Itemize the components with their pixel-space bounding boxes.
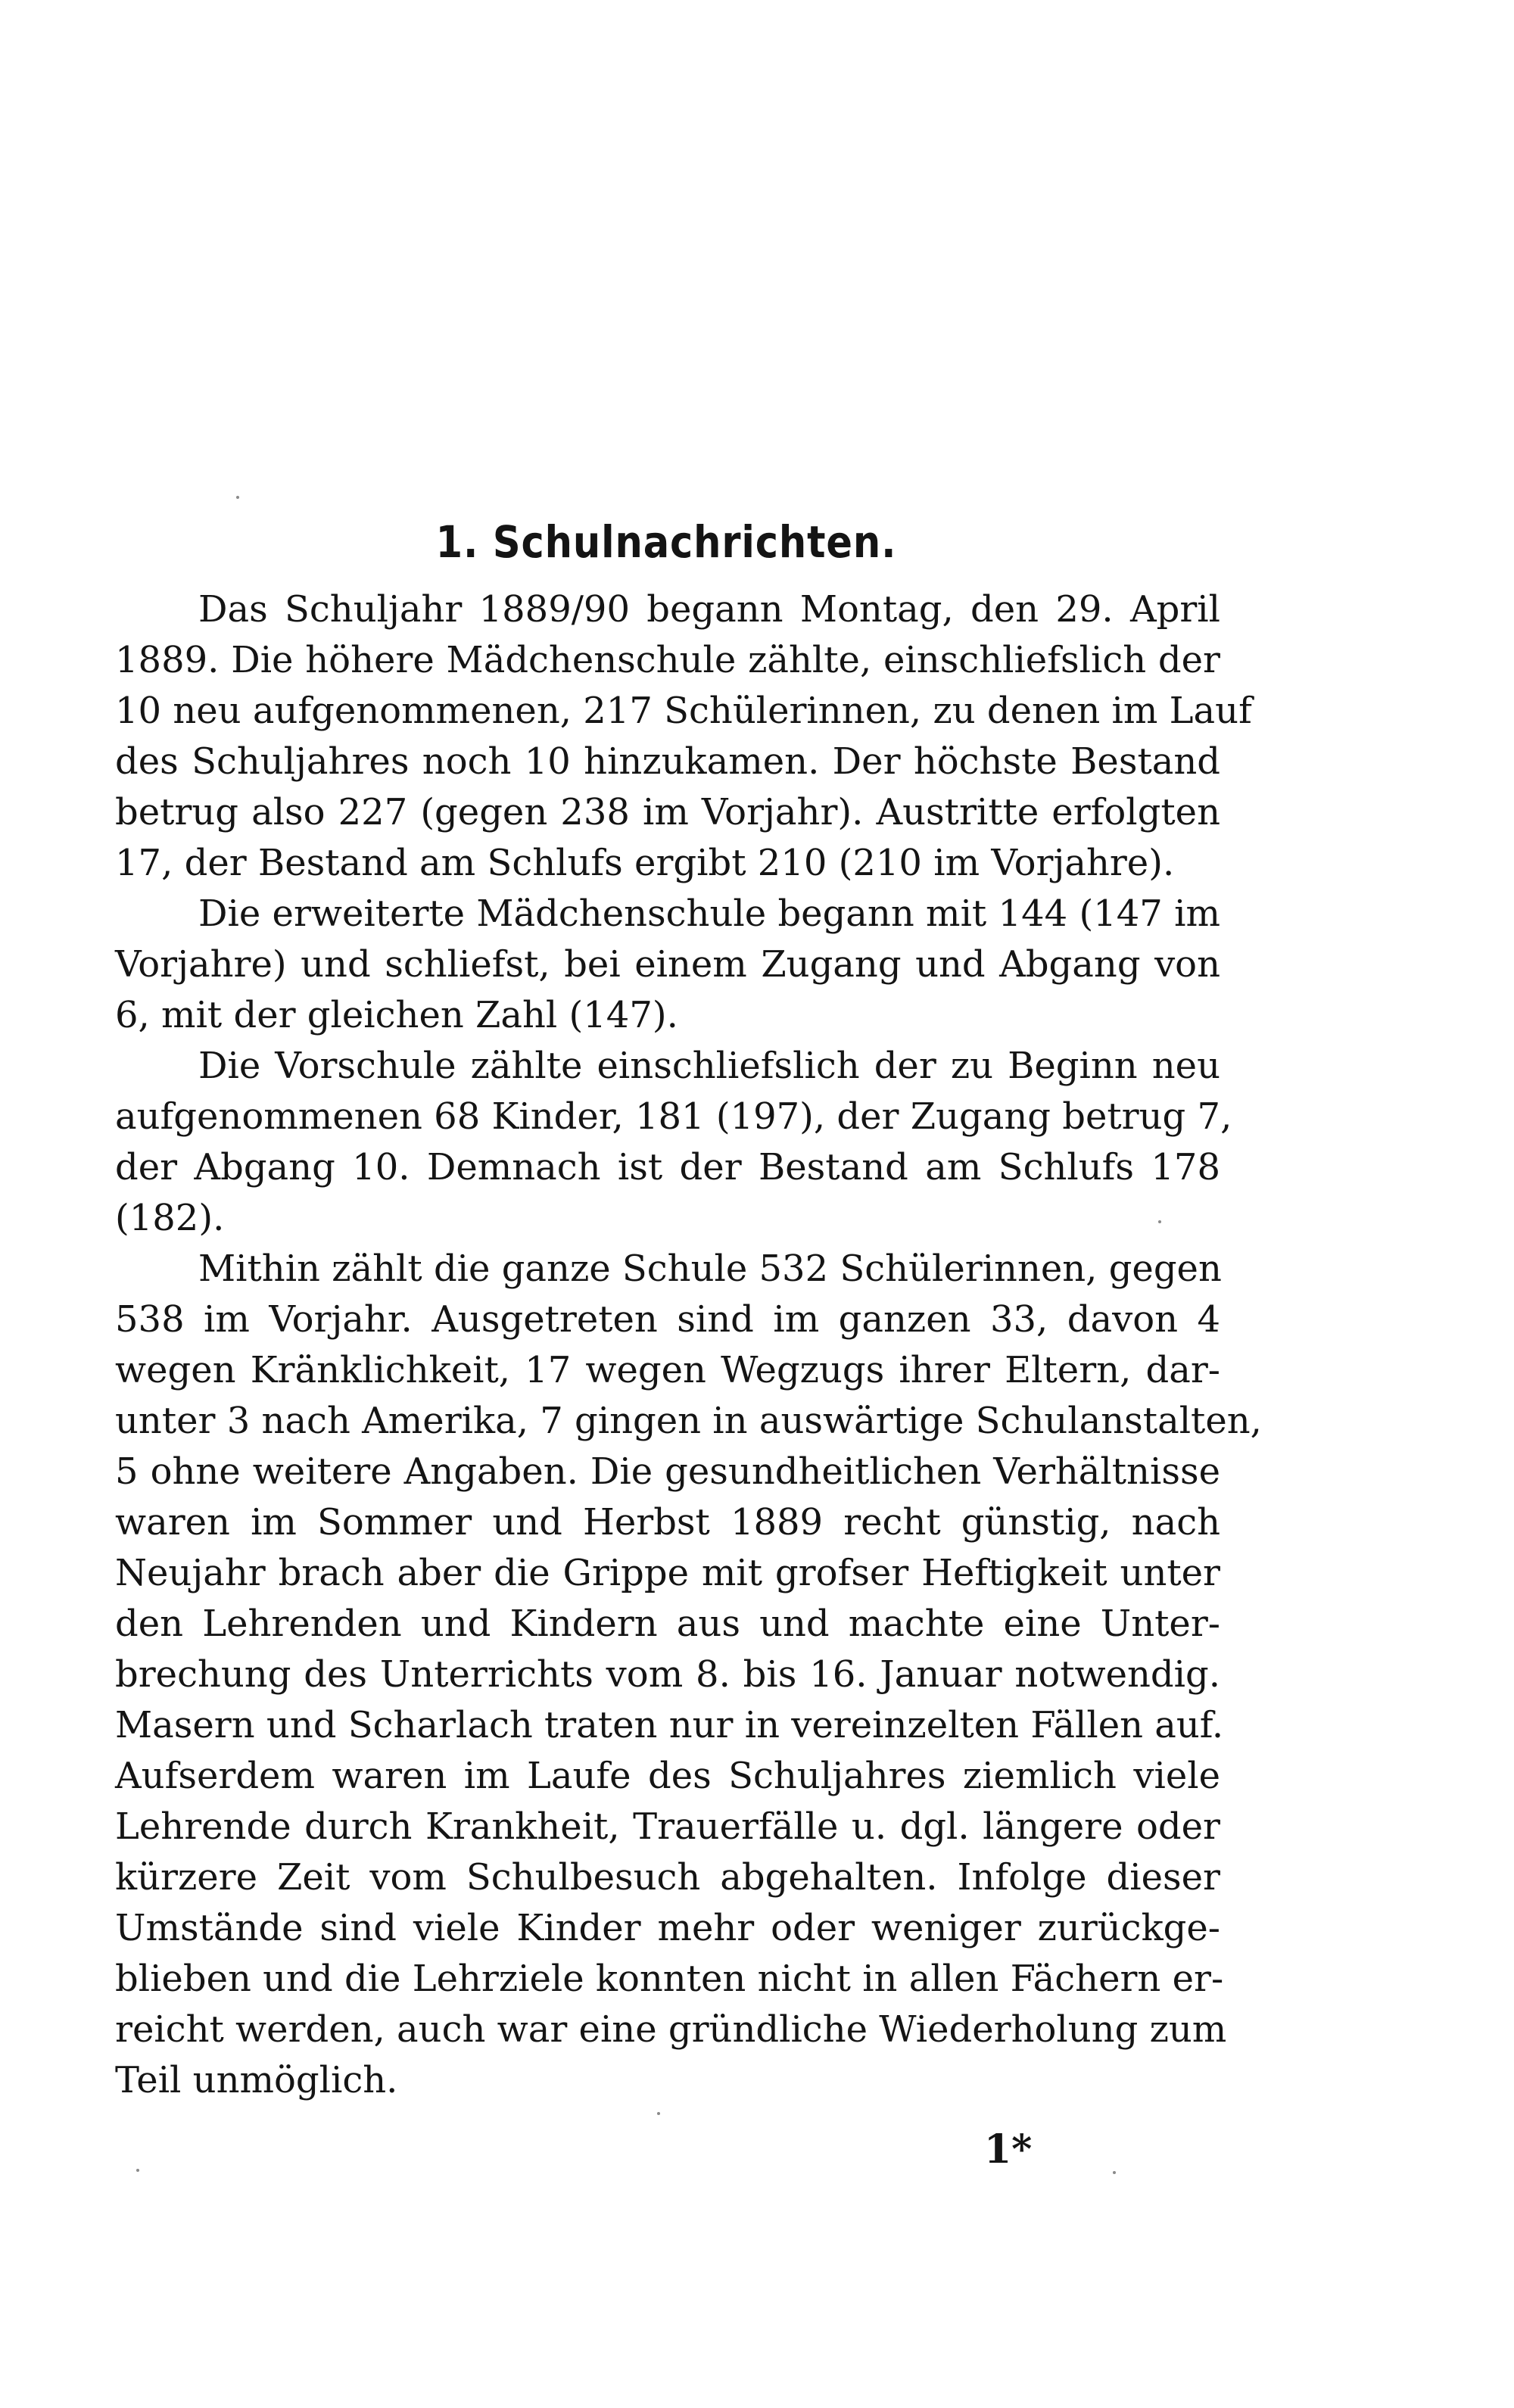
text-line: waren im Sommer und Herbst 1889 recht günstig, nach bbox=[115, 1501, 1220, 1544]
scan-speck bbox=[657, 2112, 660, 2115]
text-line: 1889. Die höhere Mädchenschule zählte, einschliefslich der bbox=[115, 639, 1220, 681]
text-line: Neujahr brach aber die Grippe mit grofser Heftigkeit unter bbox=[115, 1552, 1220, 1594]
text-line: brechung des Unterrichts vom 8. bis 16. Januar notwendig. bbox=[115, 1653, 1220, 1696]
text-line: kürzere Zeit vom Schulbesuch abgehalten. Infolge dieser bbox=[115, 1856, 1220, 1899]
text-line: den Lehrenden und Kindern aus und machte eine Unter- bbox=[115, 1603, 1220, 1645]
text-line: Umstände sind viele Kinder mehr oder weniger zurückge- bbox=[115, 1907, 1220, 1949]
text-line: wegen Kränklichkeit, 17 wegen Wegzugs ihrer Eltern, dar- bbox=[115, 1349, 1220, 1391]
text-line: Mithin zählt die ganze Schule 532 Schülerinnen, gegen bbox=[198, 1248, 1222, 1290]
text-line: Teil unmöglich. bbox=[115, 2059, 398, 2101]
text-line: unter 3 nach Amerika, 7 gingen in auswärtige Schulanstalten, bbox=[115, 1400, 1262, 1442]
paragraph bbox=[115, 889, 1220, 1041]
paragraph bbox=[115, 1041, 1232, 1244]
text-line: Die erweiterte Mädchenschule begann mit 144 (147 im bbox=[198, 892, 1220, 935]
text-line: der Abgang 10. Demnach ist der Bestand am Schlufs 178 bbox=[115, 1146, 1220, 1188]
text-line: aufgenommenen 68 Kinder, 181 (197), der Zugang betrug 7, bbox=[115, 1095, 1232, 1138]
scan-speck bbox=[1113, 2171, 1116, 2174]
paragraph bbox=[115, 584, 1252, 889]
text-line: 6, mit der gleichen Zahl (147). bbox=[115, 994, 678, 1036]
paragraph bbox=[115, 1244, 1262, 2106]
text-line: Das Schuljahr 1889/90 begann Montag, den 29. April bbox=[198, 588, 1220, 631]
text-line: betrug also 227 (gegen 238 im Vorjahr). Austritte erfolgten bbox=[115, 791, 1220, 833]
signature-mark: 1* bbox=[984, 2126, 1033, 2173]
text-line: Aufserdem waren im Laufe des Schuljahres ziemlich viele bbox=[115, 1755, 1220, 1797]
text-line: 17, der Bestand am Schlufs ergibt 210 (210 im Vorjahre). bbox=[115, 842, 1175, 884]
section-heading: 1. Schulnachrichten. bbox=[435, 516, 897, 568]
text-line: Masern und Scharlach traten nur in vereinzelten Fällen auf. bbox=[115, 1704, 1224, 1746]
text-line: des Schuljahres noch 10 hinzukamen. Der höchste Bestand bbox=[115, 740, 1220, 783]
text-line: (182). bbox=[115, 1197, 225, 1239]
body-text bbox=[115, 584, 1262, 2106]
text-line: reicht werden, auch war eine gründliche Wiederholung zum bbox=[115, 2008, 1227, 2051]
text-line: Lehrende durch Krankheit, Trauerfälle u. dgl. längere oder bbox=[115, 1805, 1220, 1848]
scan-speck bbox=[136, 2169, 139, 2172]
text-line: Vorjahre) und schliefst, bei einem Zugang und Abgang von bbox=[115, 943, 1220, 986]
text-line: 10 neu aufgenommenen, 217 Schülerinnen, zu denen im Lauf bbox=[115, 690, 1252, 732]
scan-speck bbox=[1158, 1220, 1161, 1223]
text-line: Die Vorschule zählte einschliefslich der zu Beginn neu bbox=[198, 1045, 1220, 1087]
text-line: blieben und die Lehrziele konnten nicht in allen Fächern er- bbox=[115, 1958, 1224, 2000]
text-line: 538 im Vorjahr. Ausgetreten sind im ganzen 33, davon 4 bbox=[115, 1298, 1220, 1341]
text-line: 5 ohne weitere Angaben. Die gesundheitlichen Verhältnisse bbox=[115, 1450, 1220, 1493]
scan-speck bbox=[236, 496, 239, 499]
